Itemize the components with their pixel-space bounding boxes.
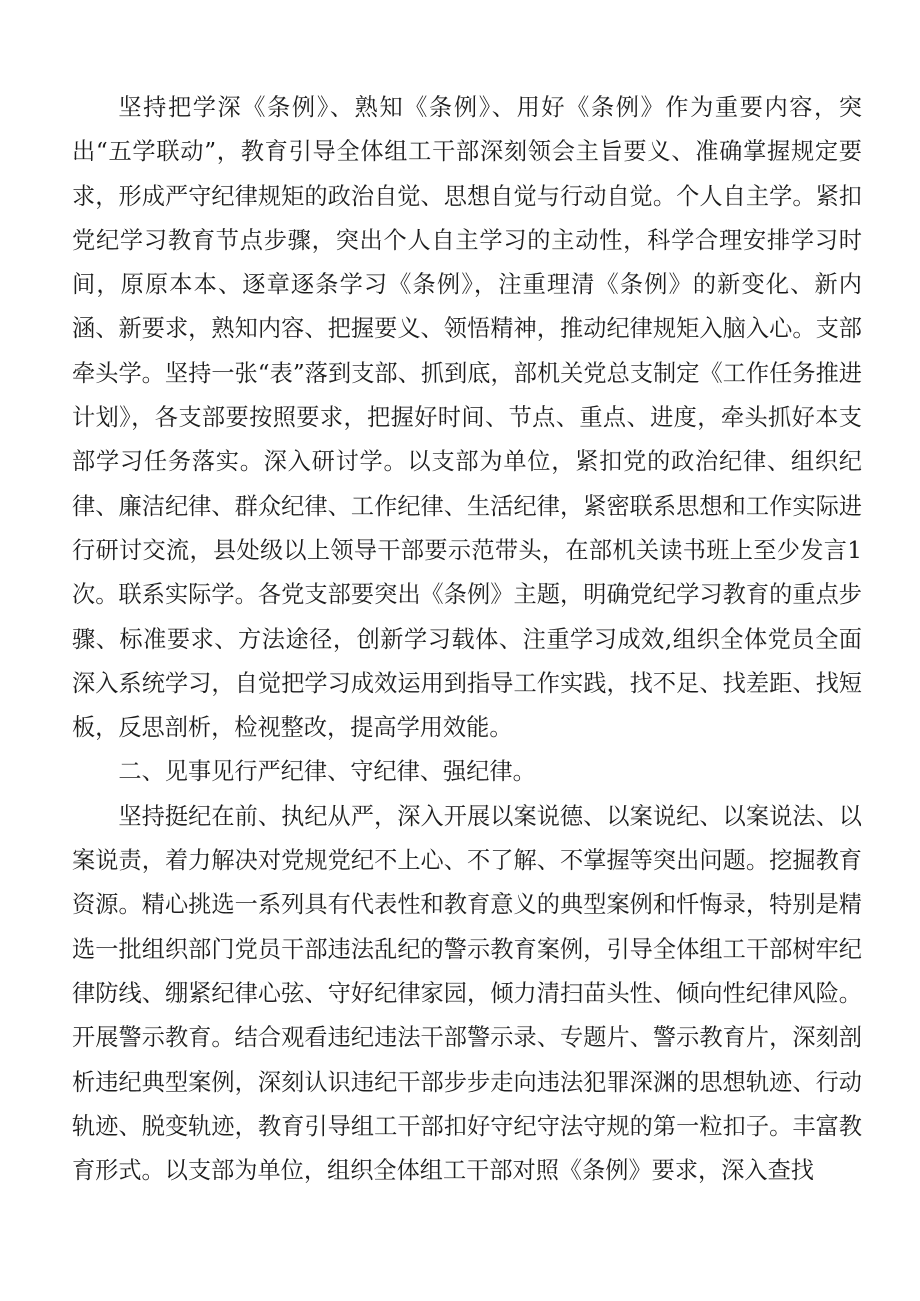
paragraph-study-regulations: 坚持把学深《条例》、熟知《条例》、用好《条例》作为重要内容，突出“五学联动”，教育引导全体组工干部深刻领会主旨要义、准确掌握规定要求，形成严守纪律规矩的政治自觉、思想自觉与行动自觉。个人自主学。紧扣党纪学习教育节点步骤，突出个人自主学习的主动性，科学合理安排学习时间，原原本本、逐章逐条学习《条例》，注重理清《条例》的新变化、新内涵、新要求，熟知内容、把握要义、领悟精神，推动纪律规矩入脑入心。支部牵头学。坚持一张“表”落到支部、抓到底，部机关党总支制定《工作任务推进计划》，各支部要按照要求，把握好时间、节点、重点、进度，牵头抓好本支部学习任务落实。深入研讨学。以支部为单位，紧扣党的政治纪律、组织纪律、廉洁纪律、群众纪律、工作纪律、生活纪律，紧密联系思想和工作实际进行研讨交流，县处级以上领导干部要示范带头，在部机关读书班上至少发言1次。联系实际学。各党支部要突出《条例》主题，明确党纪学习教育的重点步骤、标准要求、方法途径，创新学习载体、注重学习成效,组织全体党员全面深入系统学习，自觉把学习成效运用到指导工作实践，找不足、找差距、找短板，反思剖析，检视整改，提高学用效能。 <box>72 94 862 742</box>
section-heading-discipline: 二、见事见行严纪律、守纪律、强纪律。 <box>118 758 536 786</box>
document-body <box>72 86 862 1193</box>
paragraph-warning-education: 坚持挺纪在前、执纪从严，深入开展以案说德、以案说纪、以案说法、以案说责，着力解决对党规党纪不上心、不了解、不掌握等突出问题。挖掘教育资源。精心挑选一系列具有代表性和教育意义的典型案例和忏悔录，特别是精选一批组织部门党员干部违法乱纪的警示教育案例，引导全体组工干部树牢纪律防线、绷紧纪律心弦、守好纪律家园，倾力清扫苗头性、倾向性纪律风险。开展警示教育。结合观看违纪违法干部警示录、专题片、警示教育片，深刻剖析违纪典型案例，深刻认识违纪干部步步走向违法犯罪深渊的思想轨迹、行动轨迹、脱变轨迹，教育引导组工干部扣好守纪守法守规的第一粒扣子。丰富教育形式。以支部为单位，组织全体组工干部对照《条例》要求，深入查找 <box>72 802 862 1185</box>
